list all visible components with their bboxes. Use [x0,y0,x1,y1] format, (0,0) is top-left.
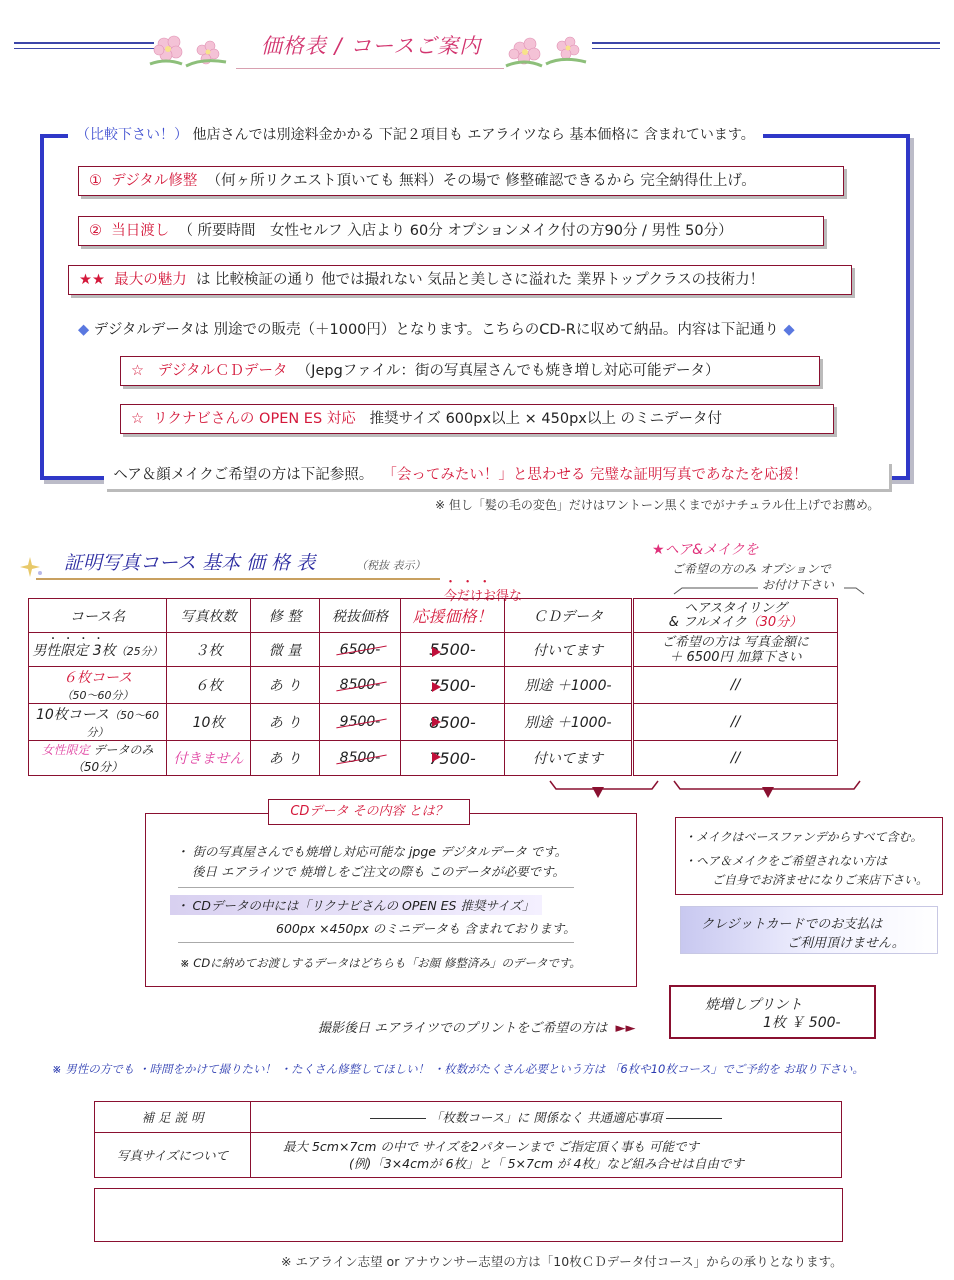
emphasis-dots: ・ ・ ・ [444,575,492,590]
old-price-cell [320,667,401,704]
male-emphasis-dots: ・ ・ ・ ・ [48,634,105,645]
makeup-note-line2: ・ヘア＆メイクをご希望されない方は [684,854,888,868]
cd-content-line5: ※ CDに納めてお渡しするデータはどちらも「お顔 修整済み」のデータです。 [180,956,581,970]
makeup-option-line2: お付け下さい [762,578,835,592]
reprint-title: 焼増しプリント [705,997,803,1013]
course-time: （50分） [71,760,124,774]
cd-content-tag: CDデータ その内容 とは？ [268,799,470,825]
feature-appeal-stars: ★★ [79,272,105,288]
feature-appeal-label: 最大の魅力 [114,272,187,288]
feature-retouch-mark: ① [89,173,102,189]
star-icon: ★ [652,542,665,558]
diamond-icon: ◆ [783,322,795,338]
count-cell: ３枚 [167,633,251,667]
special-label: 今だけお得な [444,589,523,604]
final-note: ※ エアライン志望 or アナウンサー志望の方は「10枚ＣＤデータ付コース」からの承りとなります。 [281,1254,843,1269]
price-title-underline [36,578,440,580]
count-cell: ６枚 [167,667,251,704]
new-price-cell: 8500- [401,704,505,741]
flower-icon-left [146,28,238,72]
feature-appeal-text: は 比較検証の通り 他では撮れない 気品と美しさに溢れた 業界トップクラスの技術力！ [195,272,765,288]
cd-content-line4: 600px ×450px のミニデータも 含まれております。 [276,921,576,936]
tax-note: （税抜 表示） [356,559,426,572]
divider [178,942,574,943]
page-title: 価格表 / コースご案内 [260,34,482,58]
credit-line2: ご利用頂けません。 [787,936,905,951]
rule-right [666,1118,722,1119]
col-retouch: 修 整 [251,599,320,633]
es-data-item [120,404,834,434]
old-price: 6500- [339,641,381,658]
data-sale-text: デジタルデータは 別途での販売（＋1000円）となります。こちらのCD-Rに収めて納品。内容は下記通り [93,322,779,338]
course-name: 男性限定 3枚 [32,642,116,659]
credit-card-notice [680,906,938,954]
makeup-option-line1: ご希望の方のみ オプションで [672,562,831,576]
cd-content-line1: ・ 街の写真屋さんでも焼増し対応可能な jpge デジタルデータ です。 [176,844,568,859]
header-rule-right [592,42,940,44]
course-name: 10枚コース [35,707,110,723]
table-row [95,1133,842,1178]
photo-size-label: 写真サイズについて [95,1133,251,1178]
table-row [95,1102,842,1133]
empty-notes-box [94,1188,843,1242]
table-header-row [29,599,838,633]
data-sale-note [78,318,795,339]
old-price-cell [320,704,401,741]
makeup-cell: // [633,667,838,704]
new-price-cell: 5500- [401,633,505,667]
course-time: （25分） [115,644,163,658]
supplement-subhead [251,1102,842,1133]
makeup-cell: // [633,741,838,776]
title-underline [236,68,504,69]
supplement-table [94,1101,842,1178]
feature-sameday-text: （ 所要時間 女性セルフ 入店より 60分 オプションメイク付の方90分 / 男性 50分） [178,223,733,239]
down-arrow-icon [762,787,774,798]
retouch-cell: 微 量 [251,633,320,667]
makeup-cta-strip [104,461,889,489]
col-makeup-line2: & フルメイク [668,614,747,630]
makeup-cell: // [633,704,838,741]
retouch-cell: あ り [251,704,320,741]
makeup-cell [633,633,838,667]
cd-bracket [548,779,660,793]
new-price-cell: 7500- [401,667,505,704]
makeup-bracket [672,580,866,596]
col-count: 写真枚数 [167,599,251,633]
feature-sameday-mark: ② [89,223,102,239]
makeup-option-title [652,539,759,559]
compare-lead-paren: （比較下さい！） [76,127,188,143]
es-data-text: 推奨サイズ 600px以上 × 450px以上 のミニデータ付 [369,411,722,427]
retouch-cell: あ り [251,741,320,776]
cd-content-line2: 後日 エアライツで 焼増しをご注文の際も このデータが必要です。 [192,864,566,879]
divider [178,887,574,888]
makeup-option-title-text: ヘア&メイクを [664,542,759,558]
old-price-cell [320,633,401,667]
old-price-cell [320,741,401,776]
count-cell: 10枚 [167,704,251,741]
supplement-head: 補 足 説 明 [95,1102,251,1133]
star-outline-icon: ☆ [131,411,144,427]
double-arrow-icon: ►► [615,1021,636,1036]
compare-lead [68,124,763,144]
col-makeup-time: （30分） [746,614,803,630]
cd-cell: 別途 ＋1000- [505,704,633,741]
cd-data-label: デジタルＣＤデータ [157,363,288,379]
feature-sameday-label: 当日渡し [111,223,170,239]
price-arrow-icon [432,647,441,657]
course-cell [29,704,167,741]
new-price-cell: 7500- [401,741,505,776]
makeup-price-line1: ご希望の方は 写真金額に [661,634,810,650]
course-cell [29,667,167,704]
count-cell: 付きません [167,741,251,776]
header-rule-left [14,42,154,44]
col-course: コース名 [29,599,167,633]
col-makeup [633,599,838,633]
down-arrow-icon [592,787,604,798]
photo-size-line1: 最大 5cm×7cm の中で サイズを2パターンまで ご指定頂く事も 可能です [283,1139,700,1154]
course-name: 女性限定 [41,743,90,757]
reprint-lead-text: 撮影後日 エアライツでのプリントをご希望の方は [318,1021,608,1036]
reprint-lead [318,1017,636,1036]
es-data-label: リクナビさんの OPEN ES 対応 [153,411,356,427]
makeup-note-line1: ・メイクはベースファンデからすべて含む。 [684,830,923,844]
makeup-cta-right: 「会ってみたい！」と思わせる 完璧な証明写真であなたを応援！ [382,467,808,483]
cd-content-line3: ・ CDデータの中には「リクナビさんの OPEN ES 推奨サイズ」 [170,895,542,915]
feature-retouch-label: デジタル修整 [111,173,198,189]
sparkle-icon [18,555,46,579]
photo-size-line2: (例)「3×4cmが 6枚」と「 5×7cm が 4枚」など組み合せは自由です [349,1156,744,1171]
compare-lead-text: 他店さんでは別途料金かかる 下記２項目も エアライツなら 基本価格に 含まれています。 [192,127,755,143]
flower-icon-right [500,28,592,72]
cd-cell: 付いてます [505,633,633,667]
course-time: （50〜60分） [86,709,160,739]
price-section-title: 証明写真コース 基本 価 格 表 [64,552,316,574]
feature-appeal [68,265,852,295]
course-name: ６枚コース [62,670,133,686]
col-price: 税抜価格 [320,599,401,633]
reprint-price: 1枚 ￥ 500- [763,1015,841,1031]
course-cell [29,741,167,776]
header-rule-right-thin [592,48,940,49]
cd-cell: 別途 ＋1000- [505,667,633,704]
cd-data-text: （Jepgファイル：街の写真屋さんでも焼き増し対応可能データ） [296,363,720,379]
retouch-cell: あ り [251,667,320,704]
feature-retouch [78,166,844,196]
cd-cell: 付いてます [505,741,633,776]
old-price: 8500- [339,677,381,693]
supplement-subhead-text: 「枚数コース」に 関係なく 共通適応事項 [429,1110,663,1125]
makeup-cta-left: ヘア＆顔メイクご希望の方は下記参照。 [113,467,374,483]
star-outline-icon: ☆ [131,363,144,379]
rule-left [370,1118,426,1119]
photo-size-detail [251,1133,842,1178]
price-arrow-icon [432,752,441,762]
course-time: （50〜60分） [61,689,134,702]
male-course-note: ※ 男性の方でも ・時間をかけて撮りたい！ ・たくさん修整してほしい！ ・枚数がたくさん必要という方は 「6枚や10枚コース」でご予約を お取り下さい。 [52,1062,864,1076]
col-cd: ＣＤデータ [505,599,633,633]
feature-sameday [78,216,824,246]
makeup-note-line3: ご自身でお済ませになりご来店下さい。 [712,873,929,887]
makeup-price-line2: ＋ 6500円 加算下さい [669,649,802,665]
course-name-sub: データのみ [93,743,154,757]
header-rule-left-thin [14,48,154,49]
price-arrow-icon [432,682,441,692]
feature-retouch-text: （何ヶ所リクエスト頂いても 無料）その場で 修整確認できるから 完全納得仕上げ。 [206,173,756,189]
old-price: 8500- [339,750,381,766]
reprint-box [669,985,876,1039]
col-special-price: 応援価格！ [401,599,505,633]
old-price: 9500- [339,714,381,730]
col-makeup-line1: ヘアスタイリング [684,600,787,616]
cd-data-item [120,356,820,386]
hair-color-note: ※ 但し「髪の毛の変色」だけはワントーン黒くまでがナチュラル仕上げでお薦め。 [435,498,880,512]
diamond-icon: ◆ [78,322,90,338]
credit-line1: クレジットカードでのお支払は [701,917,883,932]
price-arrow-icon [432,717,441,727]
